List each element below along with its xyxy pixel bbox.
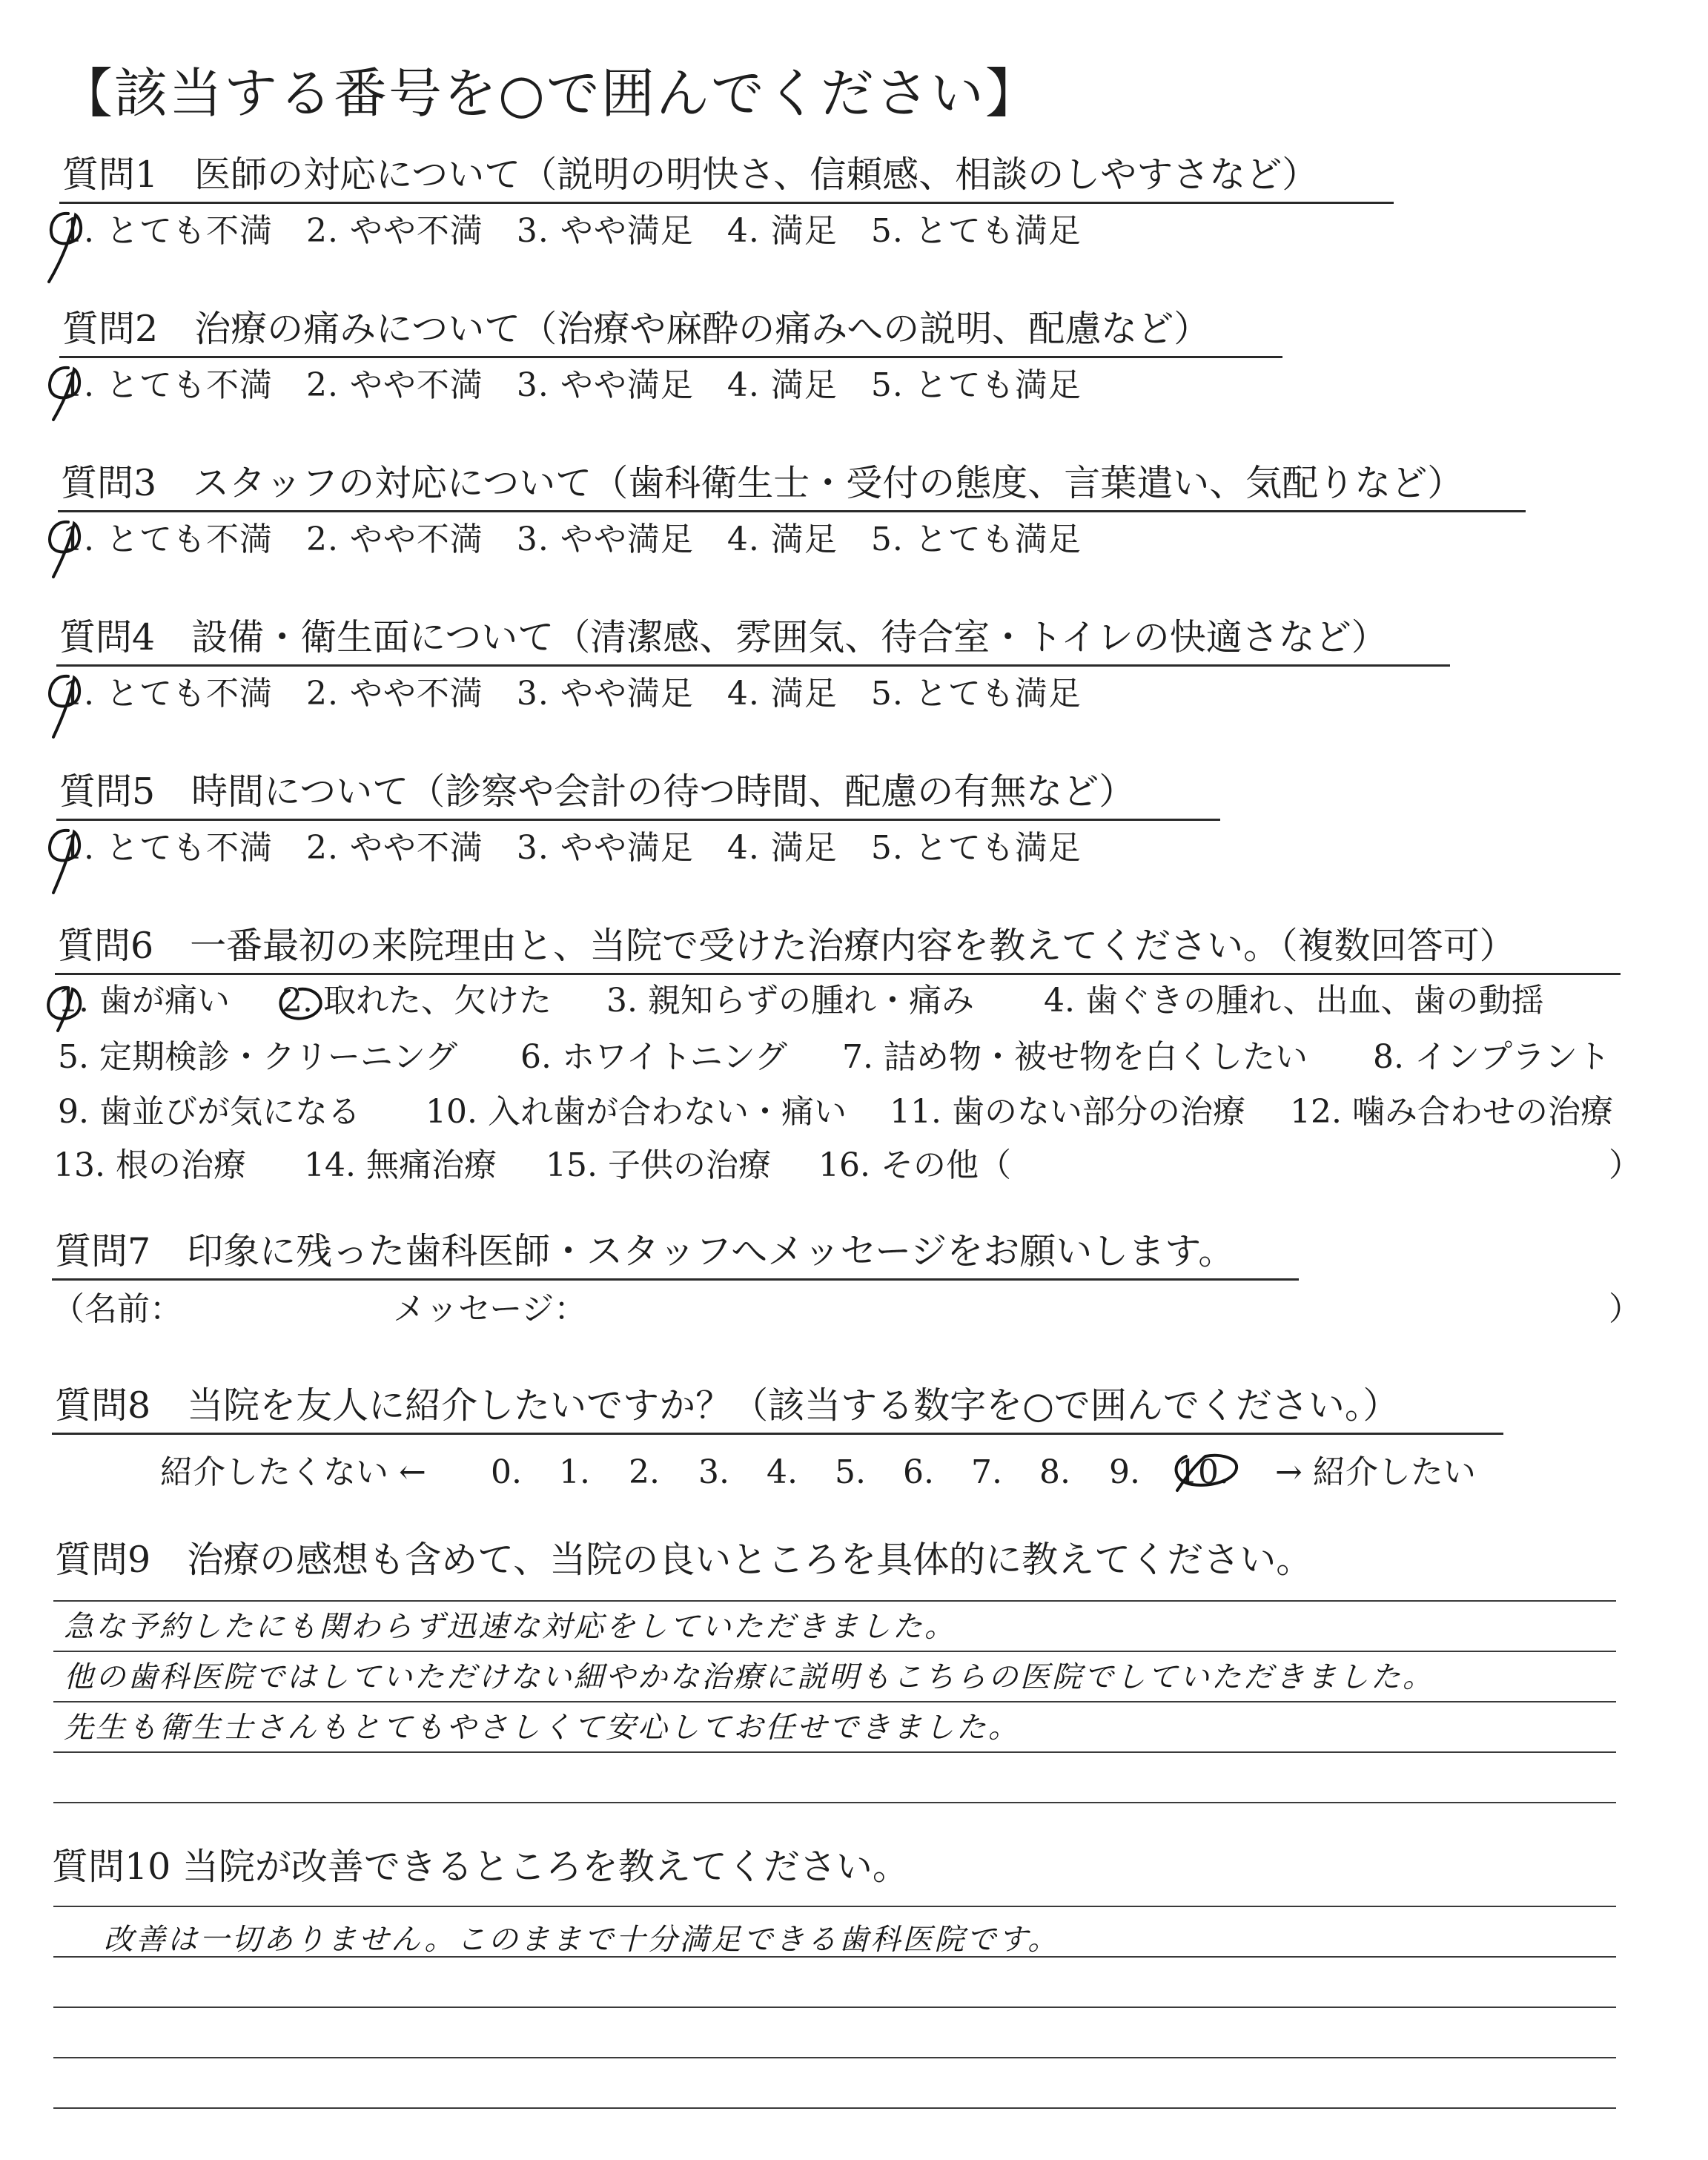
q6-choice-14[interactable]: 14. 無痛治療 — [304, 1146, 497, 1184]
question-1-options[interactable]: 1. とても不満 2. やや不満 3. やや満足 4. 満足 5. とても満足 — [62, 212, 1082, 250]
question-7-label: 質問7 印象に残った歯科医師・スタッフへメッセージをお願いします。 — [55, 1230, 1235, 1272]
q6-choice-16[interactable]: 16. その他（ — [818, 1146, 1011, 1184]
q10-answer-rule-1 — [53, 1906, 1616, 1907]
q8-number-8[interactable]: 8. — [1039, 1453, 1070, 1491]
q6-choice-6[interactable]: 6. ホワイトニング — [520, 1038, 788, 1076]
question-2-options[interactable]: 1. とても不満 2. やや不満 3. やや満足 4. 満足 5. とても満足 — [62, 366, 1082, 404]
q6-choice-9[interactable]: 9. 歯並びが気になる — [58, 1093, 360, 1131]
q9-answer-line-1: 急な予約したにも関わらず迅速な対応をしていただきました。 — [64, 1610, 956, 1644]
question-7-underline — [52, 1278, 1299, 1281]
q8-left-label: 紹介したくない ← — [160, 1453, 426, 1491]
question-10-label: 質問10 当院が改善できるところを教えてください。 — [52, 1846, 909, 1888]
q6-choice-1[interactable]: 1. 歯が痛い — [58, 982, 230, 1020]
q2-circle-mark-icon — [37, 354, 96, 429]
q9-answer-rule-4 — [53, 1751, 1616, 1753]
question-2-label: 質問2 治療の痛みについて（治療や麻酔の痛みへの説明、配慮など） — [62, 308, 1211, 350]
form-header: 【該当する番号を○で囲んでください】 — [59, 62, 1040, 125]
q10-answer-rule-5 — [53, 2107, 1616, 2109]
question-4-options[interactable]: 1. とても不満 2. やや不満 3. やや満足 4. 満足 5. とても満足 — [62, 675, 1082, 713]
q8-number-10[interactable]: 10. — [1177, 1453, 1229, 1491]
q7-close-paren: ） — [1609, 1290, 1641, 1328]
q6-choice-3[interactable]: 3. 親知らずの腫れ・痛み — [606, 982, 974, 1020]
q6-other-close-paren: ） — [1609, 1146, 1641, 1184]
question-4-label: 質問4 設備・衛生面について（清潔感、雰囲気、待合室・トイレの快適さなど） — [59, 616, 1388, 658]
q8-number-0[interactable]: 0. — [491, 1453, 522, 1491]
q8-number-6[interactable]: 6. — [903, 1453, 934, 1491]
q8-circle-mark-icon — [1164, 1444, 1245, 1496]
question-1-label: 質問1 医師の対応について（説明の明快さ、信頼感、相談のしやすさなど） — [62, 153, 1319, 196]
q6-choice-4[interactable]: 4. 歯ぐきの腫れ、出血、歯の動揺 — [1044, 982, 1544, 1020]
q9-answer-line-3: 先生も衛生士さんもとてもやさしくて安心してお任せできました。 — [64, 1711, 1020, 1745]
question-3-label: 質問3 スタッフの対応について（歯科衛生士・受付の態度、言葉遣い、気配りなど） — [61, 462, 1464, 504]
q6-choice-12[interactable]: 12. 噛み合わせの治療 — [1290, 1093, 1613, 1131]
question-3-underline — [58, 510, 1526, 512]
q8-right-label: → 紹介したい — [1275, 1453, 1476, 1491]
q8-number-1[interactable]: 1. — [559, 1453, 590, 1491]
q8-number-9[interactable]: 9. — [1109, 1453, 1140, 1491]
q7-message-label: メッセージ： — [393, 1290, 587, 1328]
q6-choice-5[interactable]: 5. 定期検診・クリーニング — [58, 1038, 458, 1076]
q6-choice-2[interactable]: 2. 取れた、欠けた — [282, 982, 552, 1020]
question-6-label: 質問6 一番最初の来院理由と、当院で受けた治療内容を教えてください。（複数回答可） — [58, 925, 1516, 967]
q6-choice-10[interactable]: 10. 入れ歯が合わない・痛い — [426, 1093, 847, 1131]
question-5-underline — [56, 819, 1220, 821]
q9-answer-rule-1 — [53, 1600, 1616, 1602]
q5-circle-mark-icon — [37, 817, 96, 899]
q6-choice-1-circle-mark-icon — [36, 976, 102, 1043]
q3-circle-mark-icon — [37, 509, 96, 583]
question-1-underline — [59, 202, 1394, 204]
question-9-label: 質問9 治療の感想も含めて、当院の良いところを具体的に教えてください。 — [55, 1539, 1313, 1581]
q9-answer-rule-3 — [53, 1701, 1616, 1702]
q4-circle-mark-icon — [37, 663, 96, 744]
q8-number-5[interactable]: 5. — [835, 1453, 866, 1491]
q9-answer-line-2: 他の歯科医院ではしていただけない細やかな治療に説明もこちらの医院でしていただきました。 — [64, 1660, 1434, 1694]
question-4-underline — [56, 664, 1450, 667]
q6-choice-2-circle-mark-icon — [267, 976, 334, 1035]
q7-name-label: （名前： — [52, 1290, 182, 1328]
q10-answer-rule-3 — [53, 2007, 1616, 2008]
q8-number-7[interactable]: 7. — [971, 1453, 1002, 1491]
q8-number-2[interactable]: 2. — [629, 1453, 660, 1491]
q10-answer-line-1: 改善は一切ありません。このままで十分満足できる歯科医院です。 — [104, 1923, 1060, 1957]
q9-answer-rule-2 — [53, 1651, 1616, 1652]
q9-answer-rule-5 — [53, 1802, 1616, 1803]
question-8-label: 質問8 当院を友人に紹介したいですか？（該当する数字を○で囲んでください。） — [55, 1384, 1400, 1427]
q6-choice-15[interactable]: 15. 子供の治療 — [546, 1146, 771, 1184]
question-3-options[interactable]: 1. とても不満 2. やや不満 3. やや満足 4. 満足 5. とても満足 — [62, 521, 1082, 558]
question-2-underline — [59, 356, 1282, 358]
question-5-label: 質問5 時間について（診察や会計の待つ時間、配慮の有無など） — [59, 770, 1136, 813]
q6-choice-11[interactable]: 11. 歯のない部分の治療 — [890, 1093, 1245, 1131]
q6-choice-8[interactable]: 8. インプラント — [1373, 1038, 1610, 1076]
q6-choice-7[interactable]: 7. 詰め物・被せ物を白くしたい — [842, 1038, 1308, 1076]
q6-choice-13[interactable]: 13. 根の治療 — [53, 1146, 246, 1184]
question-6-underline — [55, 973, 1621, 975]
question-5-options[interactable]: 1. とても不満 2. やや不満 3. やや満足 4. 満足 5. とても満足 — [62, 829, 1082, 867]
q10-answer-rule-4 — [53, 2057, 1616, 2058]
q1-circle-mark-icon — [39, 200, 98, 289]
q8-number-4[interactable]: 4. — [767, 1453, 798, 1491]
q8-number-3[interactable]: 3. — [698, 1453, 729, 1491]
question-8-underline — [52, 1433, 1503, 1435]
